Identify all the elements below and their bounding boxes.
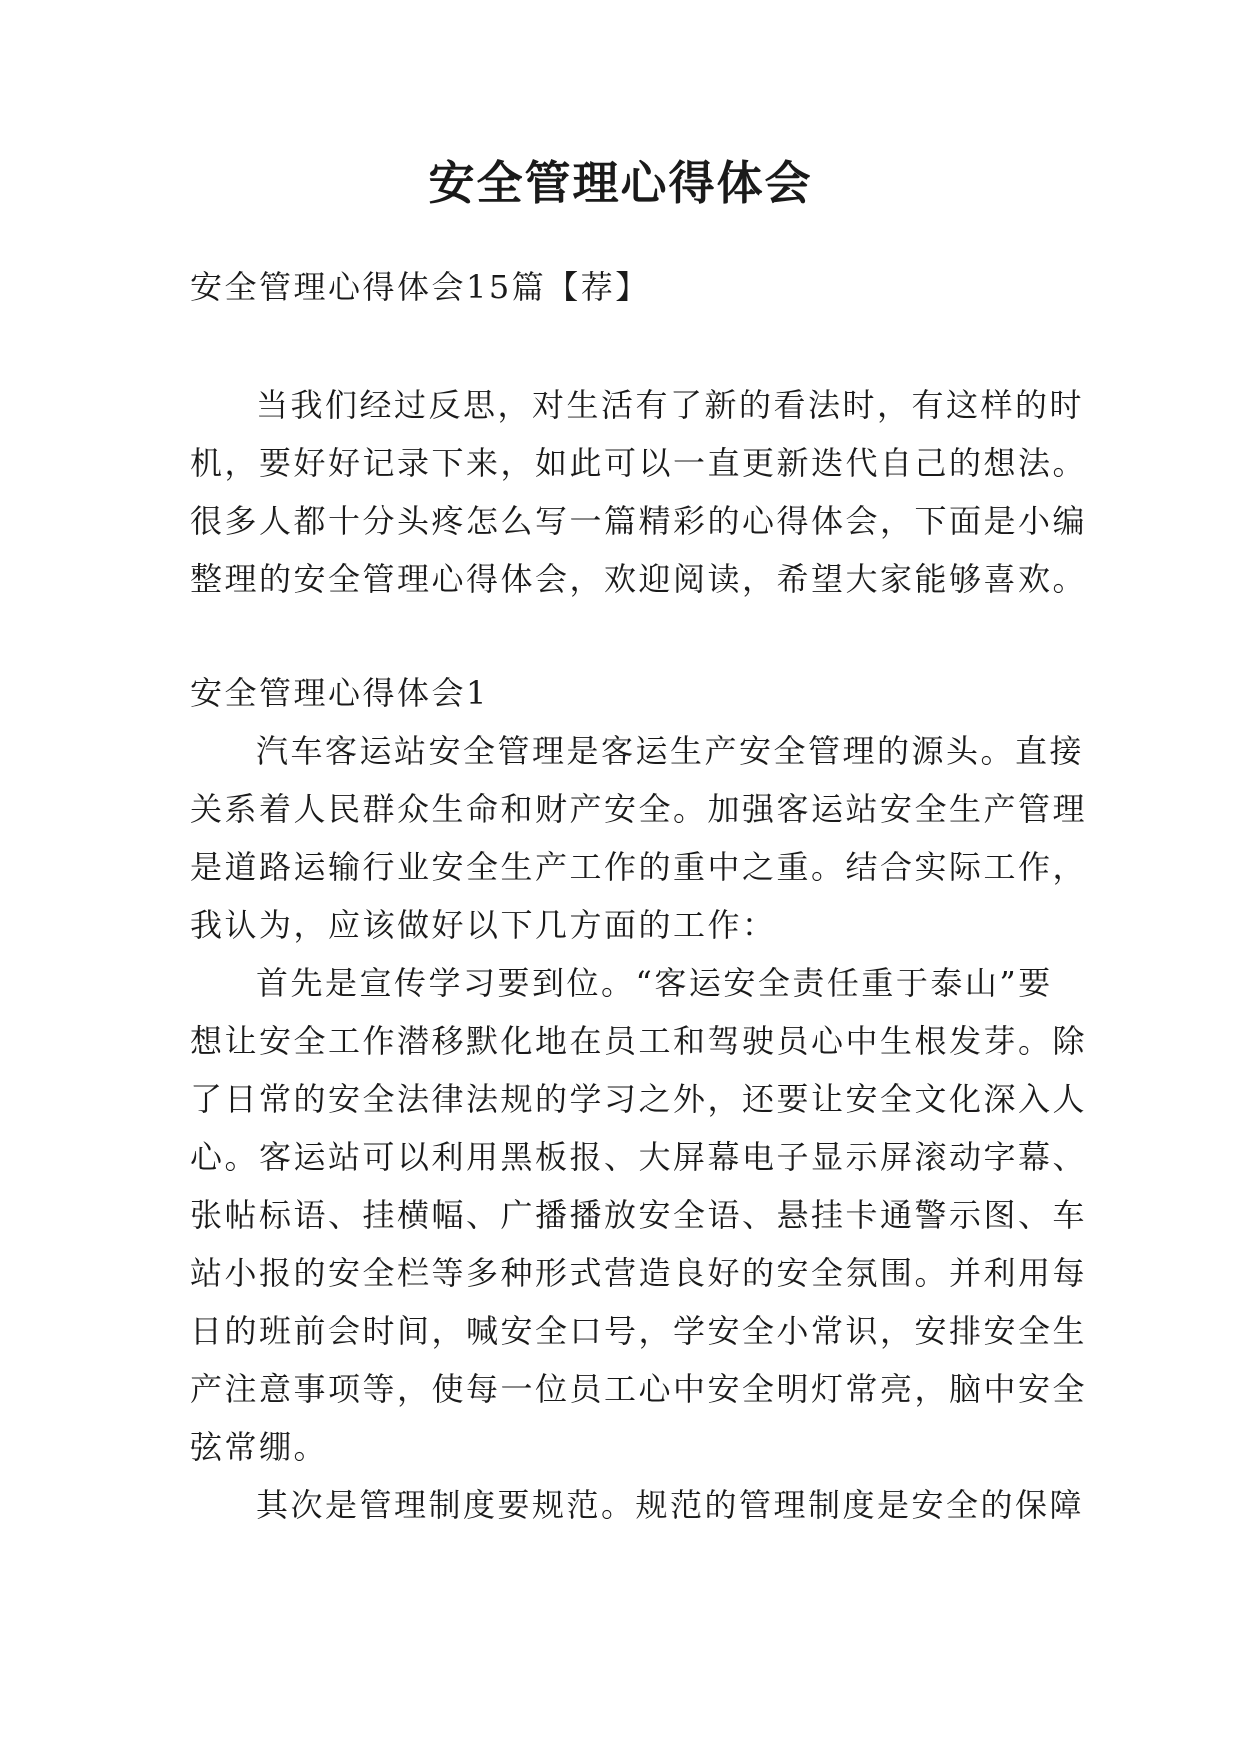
section1-paragraph-2 (190, 954, 1088, 1476)
document-body (190, 258, 1088, 1534)
section1-paragraph-3 (190, 1476, 1085, 1534)
paragraph-line: 想让安全工作潜移默化地在员工和驾驶员心中生根发芽。除 (190, 1022, 1088, 1060)
document-subtitle: 安全管理心得体会15篇【荐】 (190, 268, 650, 306)
spacer (190, 608, 1070, 664)
paragraph-line: 日的班前会时间，喊安全口号，学安全小常识，安排安全生 (190, 1312, 1088, 1350)
section-heading: 安全管理心得体会1 (190, 674, 489, 712)
paragraph-line: 站小报的安全栏等多种形式营造良好的安全氛围。并利用每 (190, 1254, 1088, 1292)
paragraph-line: 我认为，应该做好以下几方面的工作： (190, 906, 777, 944)
paragraph-line: 其次是管理制度要规范。规范的管理制度是安全的保障 (256, 1486, 1085, 1524)
paragraph-line: 产注意事项等，使每一位员工心中安全明灯常亮，脑中安全 (190, 1370, 1088, 1408)
spacer (190, 316, 1070, 376)
document-title: 安全管理心得体会 (428, 156, 813, 210)
paragraph-line: 弦常绷。 (190, 1428, 329, 1466)
paragraph-line: 首先是宣传学习要到位。“客运安全责任重于泰山”要 (256, 964, 1053, 1002)
paragraph-line: 张帖标语、挂横幅、广播播放安全语、悬挂卡通警示图、车 (190, 1196, 1088, 1234)
section1-paragraph-1 (190, 722, 1088, 954)
paragraph-line: 汽车客运站安全管理是客运生产安全管理的源头。直接 (256, 732, 1085, 770)
paragraph-line: 了日常的安全法律法规的学习之外，还要让安全文化深入人 (190, 1080, 1088, 1118)
intro-line: 当我们经过反思，对生活有了新的看法时，有这样的时 (256, 386, 1085, 424)
paragraph-line: 是道路运输行业安全生产工作的重中之重。结合实际工作， (190, 848, 1088, 886)
intro-line: 很多人都十分头疼怎么写一篇精彩的心得体会，下面是小编 (190, 502, 1088, 540)
intro-line: 机，要好好记录下来，如此可以一直更新迭代自己的想法。 (190, 444, 1088, 482)
intro-paragraph (190, 376, 1088, 608)
paragraph-line: 关系着人民群众生命和财产安全。加强客运站安全生产管理 (190, 790, 1088, 828)
paragraph-line: 心。客运站可以利用黑板报、大屏幕电子显示屏滚动字幕、 (190, 1138, 1088, 1176)
intro-line: 整理的安全管理心得体会，欢迎阅读，希望大家能够喜欢。 (190, 560, 1088, 598)
